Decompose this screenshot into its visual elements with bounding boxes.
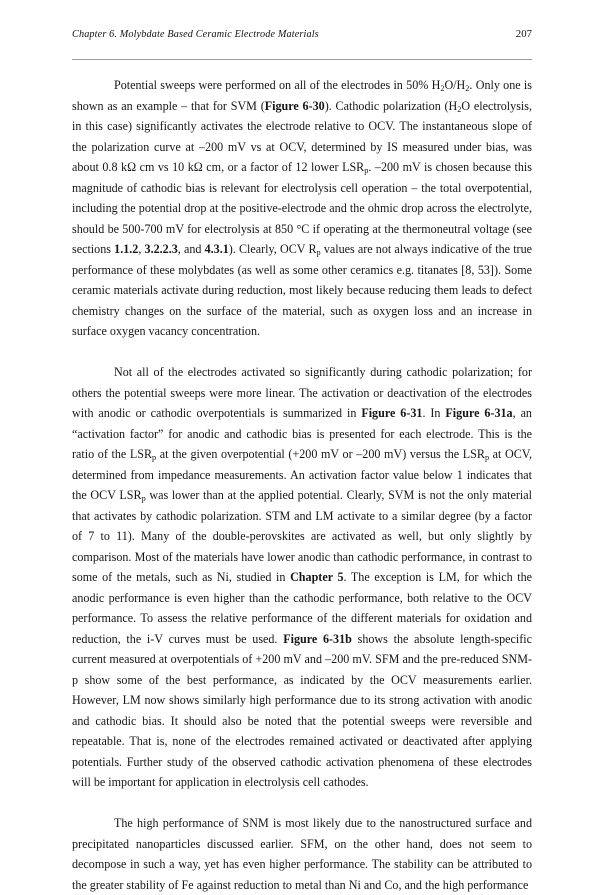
text-run: O electrolysis, in this case) significantly activates the electrode relative to OCV. The instantaneous slope of the polarization curve at –200 mV vs at OCV, determined by IS measured under bias, was about 0.8 kΩ cm vs 10 kΩ cm, or a factor of 12 lower LSR [72,98,533,174]
emphasis-reference: Figure 6-30 [264,98,325,113]
text-run: . The exception is LM, for which the anodic performance is even higher than the cathodic performance, both relative to the OCV performance. To assess the relative performance of the different materials for oxidation and reduction, the i-V curves must be used. [72,570,532,646]
text-run: . –200 mV is chosen because this magnitude of cathodic bias is relevant for electrolysis cell operation – the total overpotential, including the potential drop at the positive-electrode and the ohmic drop across the electrolyte, should be 500-700 mV for electrolysis at 850 °C if operating at the thermoneutral voltage (see sections [72,160,532,256]
emphasis-reference: 1.1.2 [114,242,139,256]
emphasis-reference: Figure 6-31a [445,406,513,420]
text-run: , and [177,242,205,256]
text-run: , [138,242,145,256]
subscript: p [141,494,146,504]
text-run: at the given overpotential (+200 mV or –200 mV) versus the LSR [156,447,485,461]
emphasis-reference: Figure 6-31 [361,406,423,420]
emphasis-reference: 3.2.2.3 [144,242,178,256]
subscript: p [152,453,157,463]
body-text-column [72,75,532,895]
text-run: values are not always indicative of the true performance of these molybdates (as well as some other ceramics e.g. titanates [8, 53]). Some ceramic materials activate during reduction, most likely because reducing them leads to defect chemistry changes on the surface of the material, such as oxygen loss and an increase in surface oxygen vacancy concentration. [72,242,532,338]
text-run: Potential sweeps were performed on all of the electrodes in 50% H [114,78,441,92]
text-run: Not all of the electrodes activated so significantly during cathodic polarization; for others the potential sweeps were more linear. The activation or deactivation of the electrodes with anodic or cathodic overpotentials is summarized in [72,365,532,420]
subscript: p [364,166,369,176]
text-run: . Only one is shown as an example – that for SVM ( [72,78,533,113]
subscript: p [484,453,490,463]
text-run: . In [422,406,446,420]
subscript: 2 [457,104,462,114]
text-run: ). Cathodic polarization (H [324,98,458,113]
text-run: , an “activation factor” for anodic and cathodic bias is presented for each electrode. This is the ratio of the LSR [72,406,532,461]
text-run: The high performance of SNM is most likely due to the nanostructured surface and precipitated nanoparticles discussed earlier. SFM, on the other hand, does not seem to decompose in such a way, yet has even higher performance. The stability can be attributed to the greater stability of Fe against reduction to metal than Ni and Co, and the high performance [72,816,532,892]
text-run: ). Clearly, OCV R [228,242,317,256]
text-run: shows the absolute length-specific current measured at overpotentials of +200 mV and –200 mV. SFM and the pre-reduced SNM-p show some of the best performance, as indicated by the OCV measurements earlier. However, LM now shows similarly high performance due to its strong activation with anodic and cathodic bias. It should also be noted that the potential sweeps were reversible and repeatable. That is, none of the electrodes remained activated or deactivated after applying potentials. Further study of the observed cathodic activation phenomena of these electrodes will be important for application in electrolysis cell cathodes. [72,631,532,789]
subscript: 2 [440,84,445,94]
text-run: at OCV, determined from impedance measurements. An activation factor value below 1 indicates that the OCV LSR [72,447,533,502]
emphasis-reference: Figure 6-31b [283,631,352,646]
text-run: was lower than at the applied potential. Clearly, SVM is not the only material that activates by cathodic polarization. STM and LM activate to a similar degree (by a factor of 7 to 11). Many of the double-perovskites are activated as well, but only slightly by comparison. Most of the materials have lower anodic than cathodic performance, in contrast to some of the metals, such as Ni, studied in [72,488,532,584]
body-paragraph [72,75,532,342]
text-run: O/H [444,78,466,92]
subscript: p [316,248,321,258]
body-paragraph [72,813,532,895]
emphasis-reference: 4.3.1 [204,242,229,256]
page-number: 207 [515,28,532,40]
emphasis-reference: Chapter 5 [290,570,344,584]
running-header [72,28,532,40]
header-chapter-title: Chapter 6. Molybdate Based Ceramic Electrode Materials [72,29,319,40]
subscript: 2 [465,84,470,94]
header-divider-rule [72,59,532,60]
body-paragraph [72,362,532,793]
